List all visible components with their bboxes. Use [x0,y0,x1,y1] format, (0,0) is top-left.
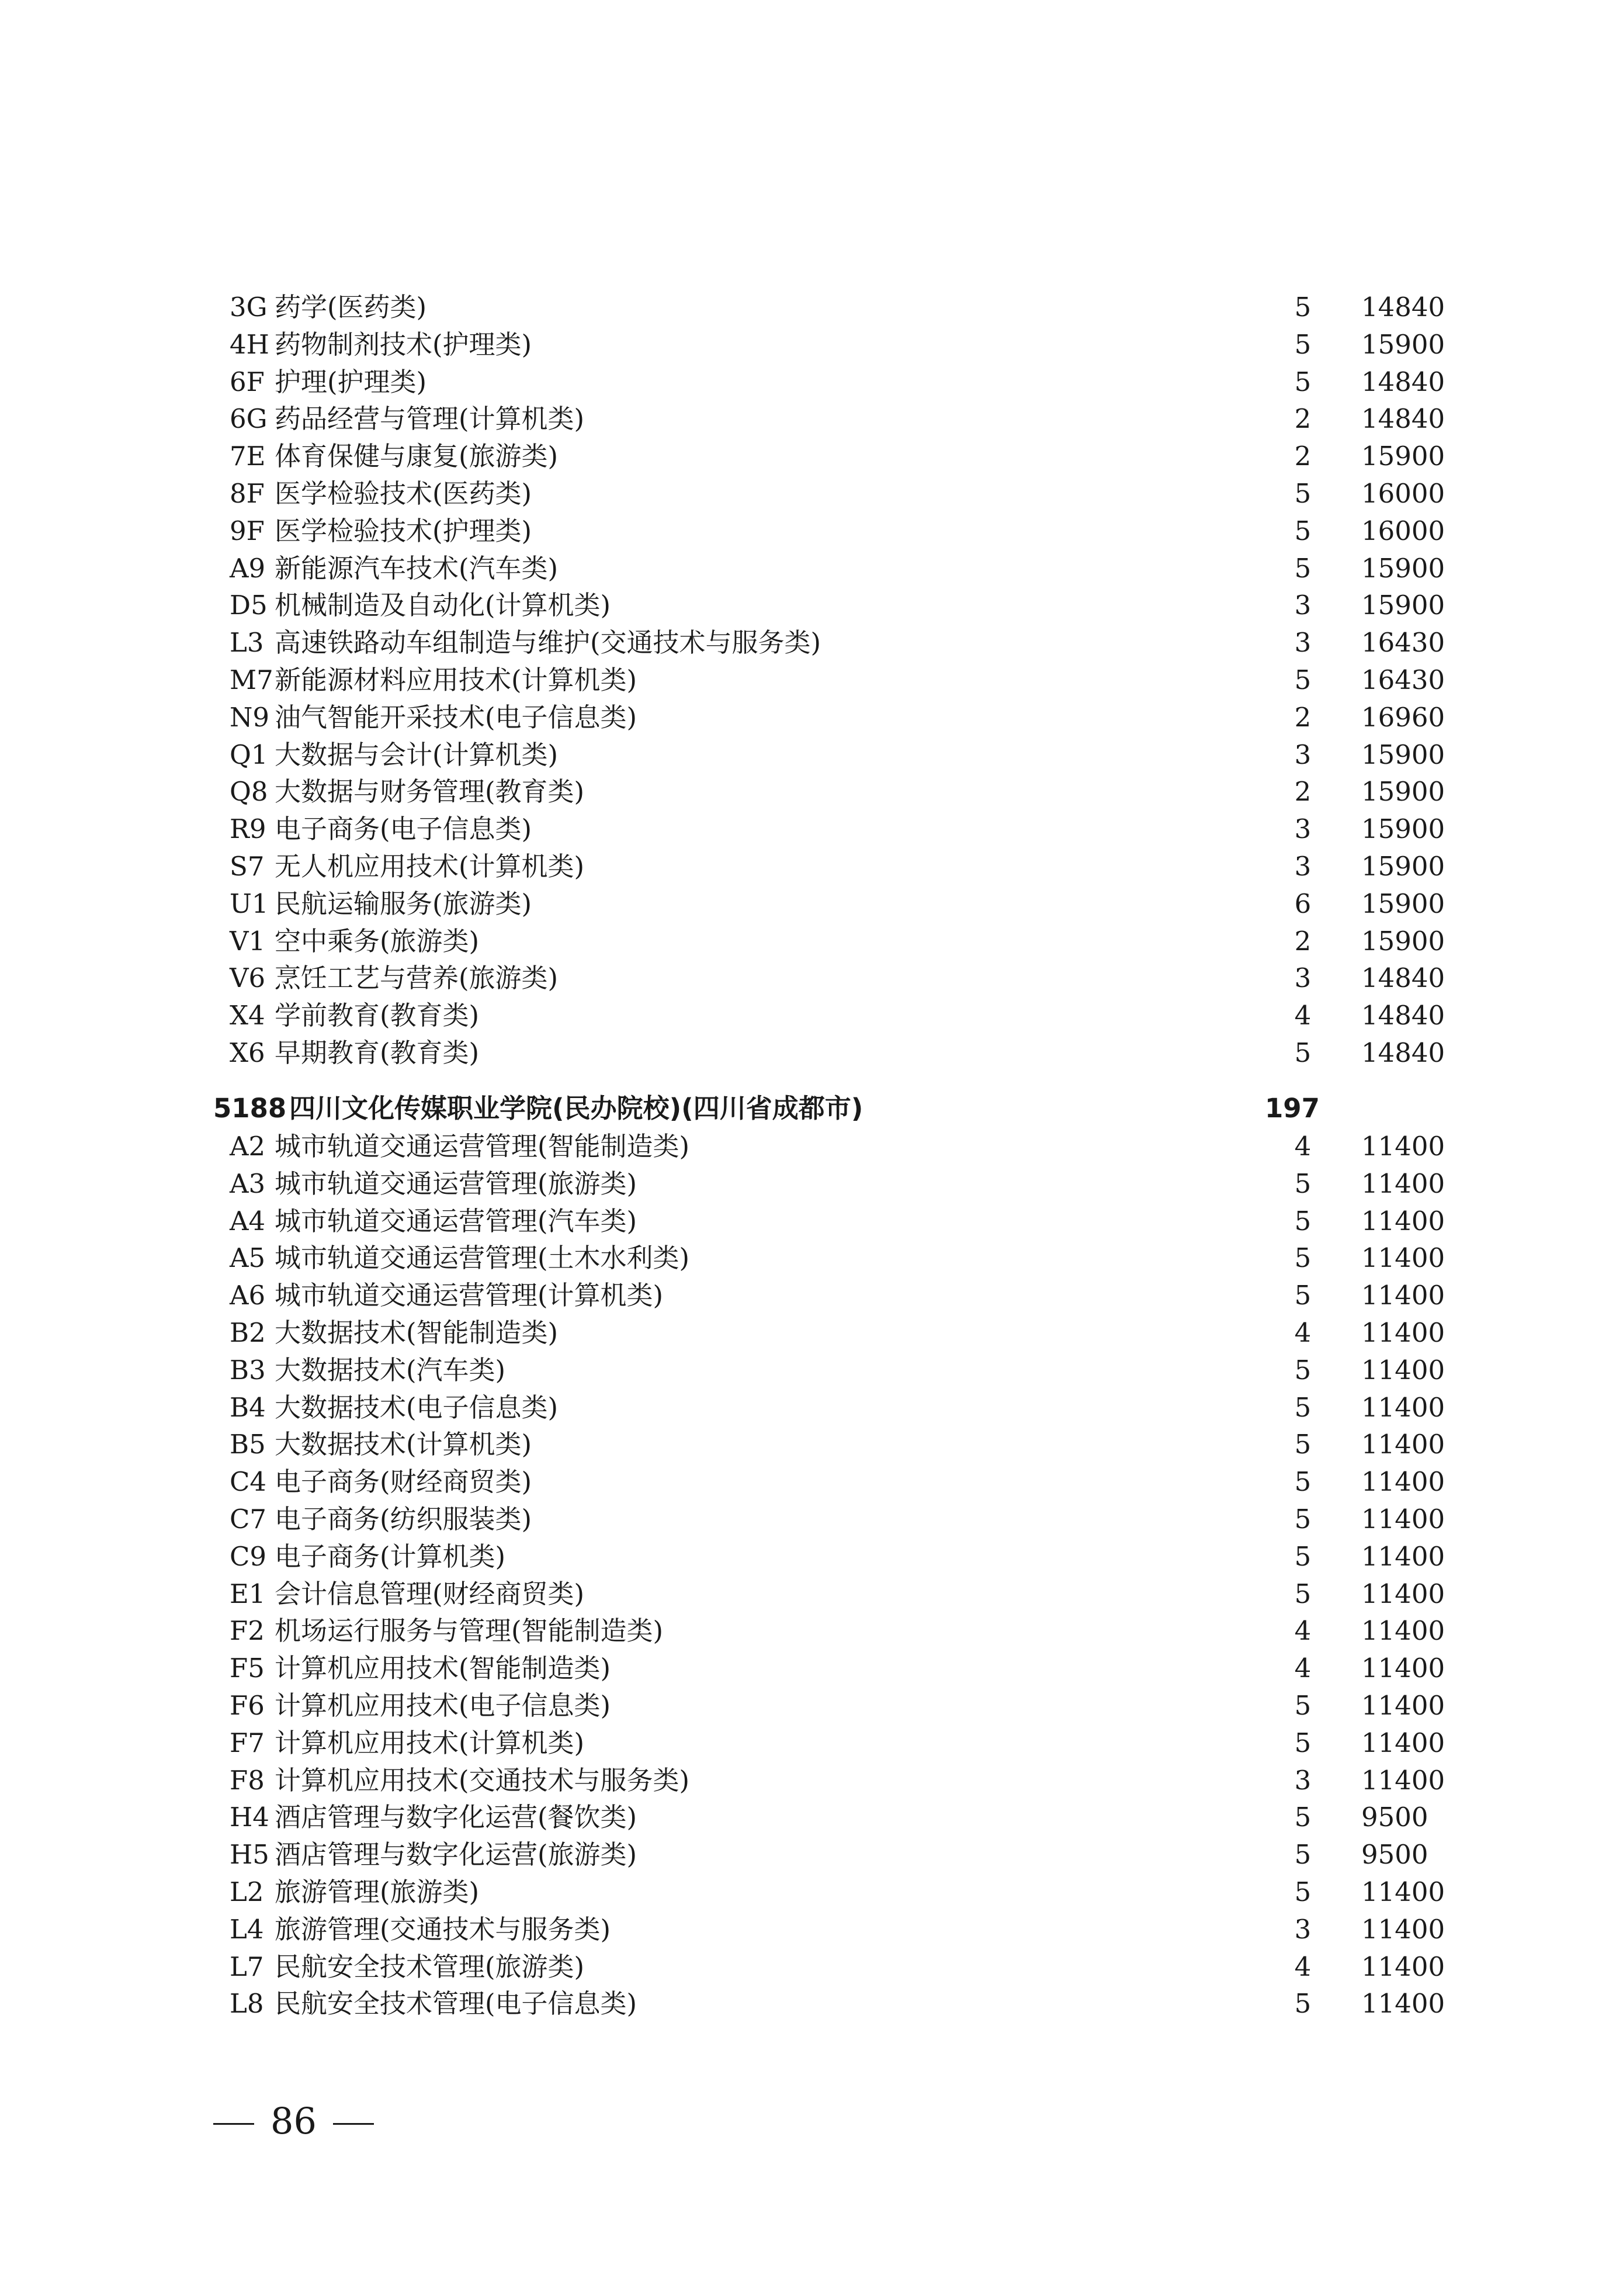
tuition-fee: 11400 [1361,1988,1445,2020]
table-row [0,1687,1623,1724]
tuition-fee: 11400 [1361,1280,1445,1311]
tuition-fee: 15900 [1361,739,1445,770]
major-name: 城市轨道交通运营管理(土木水利类) [275,1242,690,1274]
plan-count: 5 [1294,328,1312,360]
tuition-fee: 15900 [1361,552,1445,584]
tuition-fee: 11400 [1361,1690,1445,1721]
tuition-fee: 14840 [1361,962,1445,994]
major-code: V6 [230,962,266,994]
major-name: 民航安全技术管理(电子信息类) [275,1988,637,2020]
plan-count: 5 [1294,1242,1312,1274]
table-row [0,1612,1623,1650]
tuition-fee: 16430 [1361,627,1445,659]
major-code: L4 [230,1913,264,1945]
plan-count: 3 [1294,813,1312,845]
major-name: 大数据与会计(计算机类) [275,739,559,770]
major-name: 机械制造及自动化(计算机类) [275,590,611,621]
major-code: A3 [230,1168,266,1199]
table-row [0,960,1623,997]
plan-count: 5 [1294,1168,1312,1199]
tuition-fee: 9500 [1361,1802,1428,1833]
major-code: F6 [230,1690,265,1721]
table-row [0,736,1623,774]
plan-count: 6 [1294,888,1312,919]
major-name: 护理(护理类) [275,366,427,397]
table-row [0,1165,1623,1203]
table-row [0,1389,1623,1426]
tuition-fee: 15900 [1361,328,1445,360]
plan-count: 5 [1294,1354,1312,1386]
table-row [0,997,1623,1034]
major-code: B4 [230,1391,266,1423]
major-name: 电子商务(计算机类) [275,1540,506,1572]
tuition-fee: 16000 [1361,515,1445,546]
major-name: 计算机应用技术(智能制造类) [275,1653,611,1684]
table-row [0,1034,1623,1072]
major-code: 3G [230,292,268,323]
table-row [0,1203,1623,1240]
plan-count: 5 [1294,552,1312,584]
tuition-fee: 15900 [1361,441,1445,472]
major-code: L2 [230,1876,264,1907]
plan-count: 4 [1294,1653,1312,1684]
major-name: 计算机应用技术(交通技术与服务类) [275,1764,690,1796]
tuition-fee: 11400 [1361,1354,1445,1386]
major-name: 早期教育(教育类) [275,1037,480,1068]
major-code: F5 [230,1653,265,1684]
major-code: M7 [230,664,273,695]
table-row [0,1426,1623,1463]
table-row [0,811,1623,848]
tuition-fee: 11400 [1361,1727,1445,1758]
major-name: 医学检验技术(医药类) [275,478,532,509]
table-row [0,1911,1623,1948]
table-row [0,923,1623,960]
major-name: 城市轨道交通运营管理(智能制造类) [275,1131,690,1162]
plan-count: 2 [1294,701,1312,733]
major-name: 大数据技术(计算机类) [275,1429,532,1460]
tuition-fee: 11400 [1361,1653,1445,1684]
major-code: H5 [230,1839,269,1871]
table-row [0,438,1623,475]
school-header [0,1088,1623,1129]
table-row [0,587,1623,624]
tuition-fee: 14840 [1361,366,1445,397]
major-name: 高速铁路动车组制造与维护(交通技术与服务类) [275,627,821,659]
plan-count: 2 [1294,925,1312,957]
tuition-fee: 11400 [1361,1205,1445,1237]
plan-count: 4 [1294,1951,1312,1982]
major-name: 空中乘务(旅游类) [275,925,480,957]
major-name: 会计信息管理(财经商贸类) [275,1578,585,1609]
major-code: S7 [230,851,265,882]
tuition-fee: 14840 [1361,1037,1445,1068]
major-code: A9 [230,552,266,584]
plan-count: 2 [1294,776,1312,808]
tuition-fee: 11400 [1361,1242,1445,1274]
plan-count: 5 [1294,515,1312,546]
school-code: 5188 [213,1093,287,1124]
table-row [0,326,1623,363]
table-row [0,848,1623,885]
table-row [0,624,1623,662]
plan-count: 5 [1294,1690,1312,1721]
major-code: F7 [230,1727,265,1758]
major-name: 旅游管理(交通技术与服务类) [275,1913,611,1945]
major-name: 机场运行服务与管理(智能制造类) [275,1615,664,1647]
major-code: N9 [230,701,270,733]
tuition-fee: 15900 [1361,888,1445,919]
major-code: F2 [230,1615,265,1647]
table-row [0,400,1623,438]
plan-count: 3 [1294,1764,1312,1796]
tuition-fee: 11400 [1361,1913,1445,1945]
major-code: L3 [230,627,264,659]
major-code: V1 [230,925,266,957]
plan-count: 5 [1294,292,1312,323]
table-row [0,363,1623,401]
plan-count: 5 [1294,1205,1312,1237]
major-code: C7 [230,1504,267,1535]
table-row [0,475,1623,512]
plan-count: 5 [1294,1280,1312,1311]
major-code: F8 [230,1764,265,1796]
tuition-fee: 15900 [1361,590,1445,621]
plan-count: 5 [1294,478,1312,509]
major-name: 酒店管理与数字化运营(餐饮类) [275,1802,637,1833]
major-code: A6 [230,1280,266,1311]
tuition-fee: 11400 [1361,1615,1445,1647]
table-row [0,1575,1623,1613]
major-code: Q1 [230,739,268,770]
table-row [0,1314,1623,1352]
table-row [0,1985,1623,2023]
tuition-fee: 11400 [1361,1429,1445,1460]
major-name: 酒店管理与数字化运营(旅游类) [275,1839,637,1871]
major-code: H4 [230,1802,269,1833]
table-row [0,1277,1623,1314]
table-row [0,289,1623,326]
tuition-fee: 11400 [1361,1391,1445,1423]
plan-count: 4 [1294,1131,1312,1162]
table-row [0,1463,1623,1501]
major-name: 无人机应用技术(计算机类) [275,851,585,882]
major-name: 大数据技术(智能制造类) [275,1317,559,1348]
major-code: 9F [230,515,265,546]
tuition-fee: 15900 [1361,776,1445,808]
tuition-fee: 16430 [1361,664,1445,695]
tuition-fee: 11400 [1361,1540,1445,1572]
tuition-fee: 11400 [1361,1317,1445,1348]
major-name: 电子商务(纺织服装类) [275,1504,532,1535]
major-name: 油气智能开采技术(电子信息类) [275,701,637,733]
table-row [0,1873,1623,1911]
tuition-fee: 14840 [1361,292,1445,323]
table-row [0,1128,1623,1165]
plan-count: 2 [1294,403,1312,435]
major-name: 新能源汽车技术(汽车类) [275,552,559,584]
major-code: 6G [230,403,268,435]
tuition-fee: 15900 [1361,925,1445,957]
plan-count: 3 [1294,627,1312,659]
major-code: B3 [230,1354,266,1386]
major-code: A2 [230,1131,266,1162]
tuition-fee: 11400 [1361,1466,1445,1498]
major-code: A5 [230,1242,266,1274]
major-code: B2 [230,1317,266,1348]
major-code: L7 [230,1951,264,1982]
plan-count: 5 [1294,1802,1312,1833]
plan-count: 5 [1294,1727,1312,1758]
page-footer [213,2098,374,2145]
major-code: A4 [230,1205,266,1237]
plan-count: 5 [1294,366,1312,397]
major-name: 城市轨道交通运营管理(计算机类) [275,1280,664,1311]
table-row [0,1762,1623,1799]
major-name: 烹饪工艺与营养(旅游类) [275,962,559,994]
tuition-fee: 15900 [1361,851,1445,882]
major-code: Q8 [230,776,268,808]
major-code: L8 [230,1988,264,2020]
plan-count: 5 [1294,1988,1312,2020]
table-row [0,1352,1623,1389]
major-name: 旅游管理(旅游类) [275,1876,480,1907]
tuition-fee: 16960 [1361,701,1445,733]
plan-count: 2 [1294,441,1312,472]
plan-count: 5 [1294,1391,1312,1423]
plan-count: 5 [1294,1504,1312,1535]
major-name: 民航运输服务(旅游类) [275,888,532,919]
table-row [0,1836,1623,1873]
table-row [0,1724,1623,1762]
plan-count: 5 [1294,1578,1312,1609]
major-code: E1 [230,1578,266,1609]
table-row [0,662,1623,699]
plan-count: 5 [1294,1429,1312,1460]
plan-count: 3 [1294,851,1312,882]
school-name: 四川文化传媒职业学院(民办院校)(四川省成都市) [289,1093,863,1124]
plan-count: 3 [1294,739,1312,770]
plan-count: 5 [1294,1540,1312,1572]
major-name: 电子商务(电子信息类) [275,813,532,845]
table-row [0,1538,1623,1575]
major-code: C4 [230,1466,267,1498]
footer-dash-right [333,2123,374,2125]
plan-count: 5 [1294,1466,1312,1498]
plan-count: 5 [1294,1037,1312,1068]
major-name: 大数据技术(电子信息类) [275,1391,559,1423]
table-row [0,699,1623,736]
plan-count: 5 [1294,1839,1312,1871]
major-name: 新能源材料应用技术(计算机类) [275,664,637,695]
major-code: D5 [230,590,268,621]
table-row [0,1501,1623,1538]
tuition-fee: 11400 [1361,1951,1445,1982]
major-name: 计算机应用技术(计算机类) [275,1727,585,1758]
tuition-fee: 14840 [1361,1000,1445,1031]
major-code: X4 [230,1000,265,1031]
plan-count: 4 [1294,1615,1312,1647]
plan-count: 4 [1294,1000,1312,1031]
plan-count: 5 [1294,1876,1312,1907]
school-total: 197 [1265,1093,1320,1124]
table-row [0,1650,1623,1687]
major-name: 学前教育(教育类) [275,1000,480,1031]
tuition-fee: 11400 [1361,1578,1445,1609]
major-name: 体育保健与康复(旅游类) [275,441,559,472]
plan-count: 5 [1294,664,1312,695]
table-row [0,1799,1623,1836]
major-name: 药品经营与管理(计算机类) [275,403,585,435]
major-name: 电子商务(财经商贸类) [275,1466,532,1498]
major-code: U1 [230,888,269,919]
major-code: 7E [230,441,266,472]
table-row [0,885,1623,923]
major-code: X6 [230,1037,265,1068]
major-name: 计算机应用技术(电子信息类) [275,1690,611,1721]
table-row [0,1239,1623,1277]
major-name: 大数据技术(汽车类) [275,1354,506,1386]
plan-count: 4 [1294,1317,1312,1348]
table-row [0,512,1623,550]
tuition-fee: 11400 [1361,1168,1445,1199]
plan-count: 3 [1294,590,1312,621]
plan-count: 3 [1294,1913,1312,1945]
major-name: 药物制剂技术(护理类) [275,328,532,360]
major-code: C9 [230,1540,267,1572]
tuition-fee: 11400 [1361,1764,1445,1796]
major-name: 药学(医药类) [275,292,427,323]
tuition-fee: 16000 [1361,478,1445,509]
tuition-fee: 11400 [1361,1131,1445,1162]
page-number: 86 [270,2100,317,2142]
tuition-fee: 11400 [1361,1504,1445,1535]
major-code: R9 [230,813,266,845]
plan-count: 3 [1294,962,1312,994]
tuition-fee: 15900 [1361,813,1445,845]
major-name: 民航安全技术管理(旅游类) [275,1951,585,1982]
major-name: 城市轨道交通运营管理(旅游类) [275,1168,637,1199]
tuition-fee: 9500 [1361,1839,1428,1871]
major-code: 4H [230,328,269,360]
major-code: B5 [230,1429,266,1460]
tuition-fee: 11400 [1361,1876,1445,1907]
table-row [0,1948,1623,1986]
footer-dash-left [213,2123,254,2125]
major-code: 8F [230,478,265,509]
table-row [0,550,1623,587]
major-name: 大数据与财务管理(教育类) [275,776,585,808]
major-name: 医学检验技术(护理类) [275,515,532,546]
major-code: 6F [230,366,265,397]
major-name: 城市轨道交通运营管理(汽车类) [275,1205,637,1237]
tuition-fee: 14840 [1361,403,1445,435]
table-row [0,773,1623,811]
